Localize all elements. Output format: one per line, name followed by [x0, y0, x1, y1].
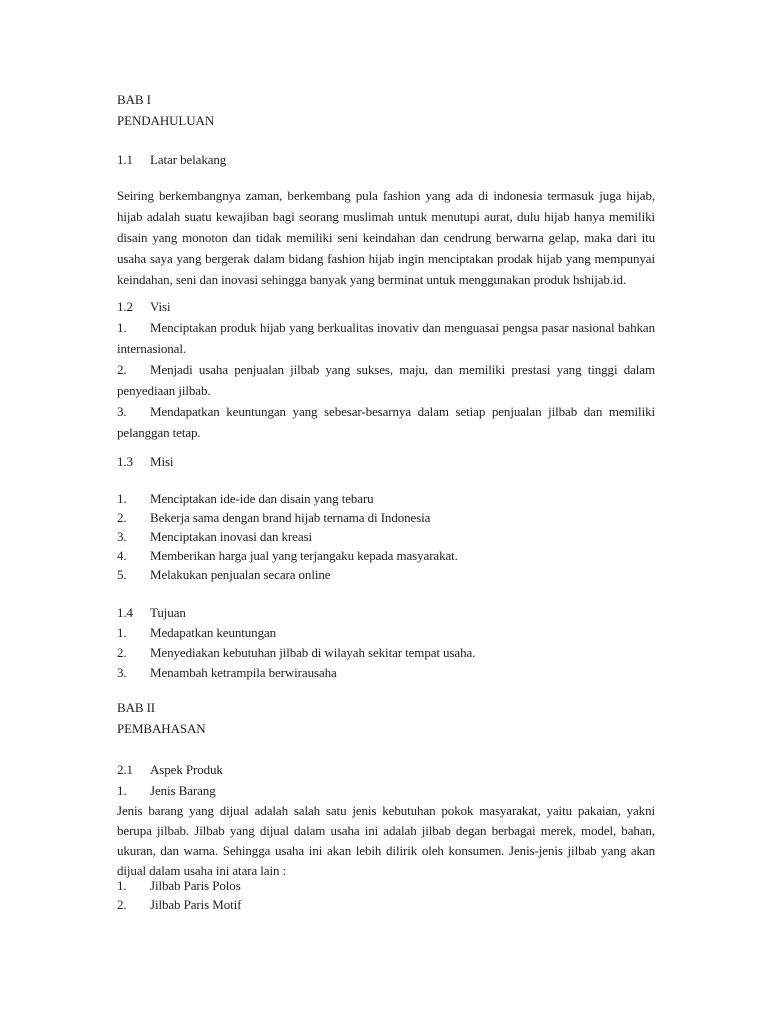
item-text: Menciptakan produk hijab yang berkualitas inovativ dan menguasai pengsa pasar nasional bahkan internasional. [117, 320, 655, 356]
item-text: Melakukan penjualan secara online [150, 567, 331, 582]
item-text: Bekerja sama dengan brand hijab ternama di Indonesia [150, 510, 431, 525]
item-number: 2. [117, 510, 127, 525]
chapter-2-heading [117, 697, 655, 739]
section-heading-1-4 [117, 602, 655, 623]
misi-item [117, 546, 655, 565]
section-number: 1.2 [117, 299, 133, 314]
section-heading-1-3 [117, 451, 655, 472]
item-text: Medapatkan keuntungan [150, 625, 277, 640]
section-1-4 [117, 602, 655, 683]
section-1-3 [117, 451, 655, 584]
item-number: 1. [117, 491, 127, 506]
chapter-1-subtitle: PENDAHULUAN [117, 113, 215, 128]
item-text: Menciptakan inovasi dan kreasi [150, 529, 312, 544]
item-number: 2. [117, 362, 127, 377]
visi-item [117, 359, 655, 401]
item-number: 2. [117, 897, 127, 912]
section-number: 2.1 [117, 762, 133, 777]
tujuan-item [117, 663, 655, 683]
item-number: 1. [117, 320, 127, 335]
section-heading-1-1 [117, 149, 655, 170]
latar-belakang-paragraph: Seiring berkembangnya zaman, berkembang pula fashion yang ada di indonesia termasuk juga hijab, hijab adalah suatu kewajiban bagi seorang muslimah untuk menutupi aurat, dulu hijab hanya memiliki disain yang monoton dan tidak memiliki seni keindahan dan cendrung berwarna gelap, maka dari itu usaha saya yang bergerak dalam bidang fashion hijab ingin menciptakan prodak hijab yang mempunyai keindahan, seni dan inovasi sehingga banyak yang berminat untuk menggunakan produk hshijab.id. [117, 188, 655, 287]
item-text: Jilbab Paris Polos [150, 878, 241, 893]
item-text: Menciptakan ide-ide dan disain yang tebaru [150, 491, 374, 506]
misi-item [117, 489, 655, 508]
chapter-1-heading [117, 89, 655, 131]
section-number: 1.3 [117, 454, 133, 469]
visi-item [117, 401, 655, 443]
section-heading-1-2 [117, 296, 655, 317]
section-title: Tujuan [150, 605, 186, 620]
section-2-1 [117, 759, 655, 914]
product-list [117, 876, 655, 914]
item-text: Jenis Barang [150, 783, 216, 798]
section-number: 1.1 [117, 152, 133, 167]
product-item [117, 876, 655, 895]
item-text: Jilbab Paris Motif [150, 897, 242, 912]
item-number: 3. [117, 529, 127, 544]
item-number: 2. [117, 645, 127, 660]
section-1-2 [117, 296, 655, 443]
item-number: 4. [117, 548, 127, 563]
visi-item [117, 317, 655, 359]
section-title: Aspek Produk [150, 762, 223, 777]
item-number: 1. [117, 878, 127, 893]
misi-item [117, 527, 655, 546]
misi-item [117, 508, 655, 527]
chapter-1-title: BAB I [117, 92, 151, 107]
item-text: Mendapatkan keuntungan yang sebesar-besarnya dalam setiap penjualan jilbab dan memiliki pelanggan tetap. [117, 404, 655, 440]
section-title: Misi [150, 454, 174, 469]
section-heading-2-1 [117, 759, 655, 780]
jenis-barang-paragraph: Jenis barang yang dijual adalah salah satu jenis kebutuhan pokok masyarakat, yaitu pakaian, yakni berupa jilbab. Jilbab yang dijual dalam usaha ini adalah jilbab degan berbagai merek, model, bahan, ukuran, dan warna. Sehingga usaha ini akan lebih dilirik oleh konsumen. Jenis-jenis jilbab yang akan dijual dalam usaha ini atara lain : [117, 803, 655, 878]
item-number: 3. [117, 404, 127, 419]
chapter-2-subtitle: PEMBAHASAN [117, 721, 206, 736]
misi-item [117, 565, 655, 584]
section-title: Latar belakang [150, 152, 227, 167]
section-number: 1.4 [117, 605, 133, 620]
item-number: 1. [117, 783, 127, 798]
item-text: Menyediakan kebutuhan jilbab di wilayah sekitar tempat usaha. [150, 645, 476, 660]
item-text: Menambah ketrampila berwirausaha [150, 665, 337, 680]
item-number: 1. [117, 625, 127, 640]
section-title: Visi [150, 299, 171, 314]
item-number: 3. [117, 665, 127, 680]
item-text: Menjadi usaha penjualan jilbab yang sukses, maju, dan memiliki prestasi yang tinggi dalam penyediaan jilbab. [117, 362, 655, 398]
tujuan-item [117, 623, 655, 643]
item-number: 5. [117, 567, 127, 582]
jenis-barang-subheading [117, 780, 655, 801]
tujuan-item [117, 643, 655, 663]
product-item [117, 895, 655, 914]
chapter-2-title: BAB II [117, 700, 156, 715]
misi-list [117, 489, 655, 584]
item-text: Memberikan harga jual yang terjangaku kepada masyarakat. [150, 548, 458, 563]
